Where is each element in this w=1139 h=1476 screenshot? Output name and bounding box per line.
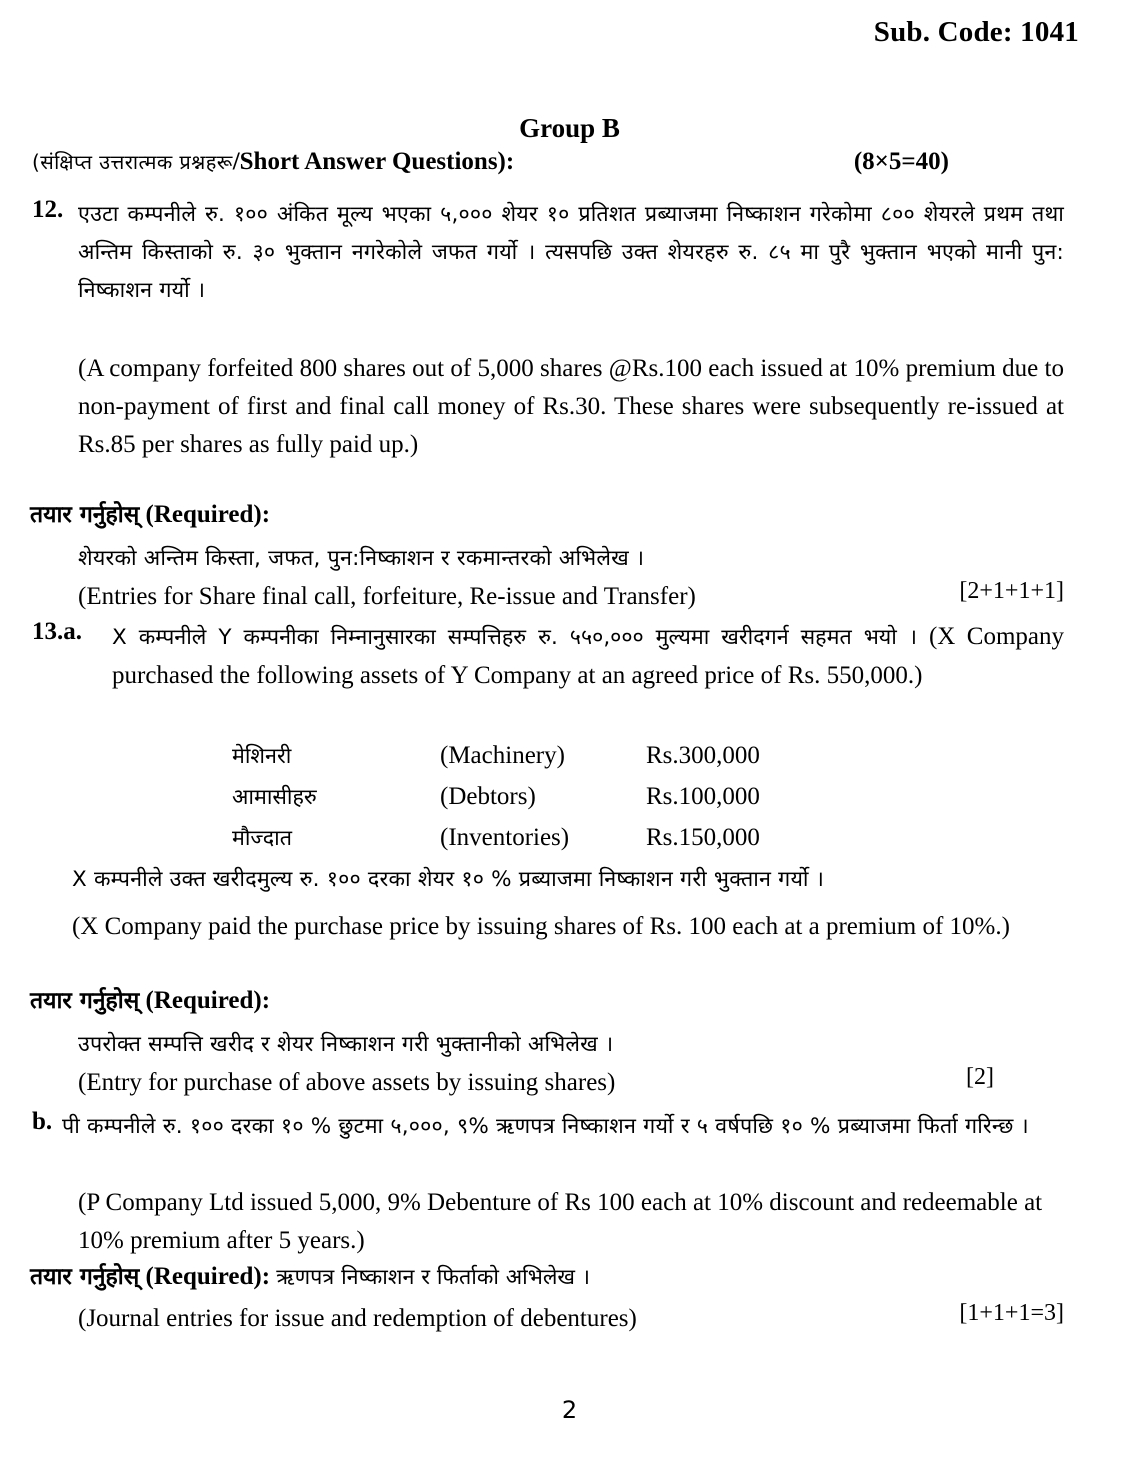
required-label-english: (Required): — [145, 501, 271, 528]
question-13a-english-part2: (X Company paid the purchase price by issuing shares of Rs. 100 each at a premium of 10%.) — [72, 913, 1010, 940]
asset-name-nepali-1: आमासीहरु — [232, 785, 317, 810]
asset-amount-1: Rs.100,000 — [646, 783, 760, 810]
question-13b-required-tail-nepali: ऋणपत्र निष्काशन र फिर्ताको अभिलेख । — [276, 1265, 590, 1290]
question-13a-marks: [2] — [966, 1064, 994, 1090]
asset-amount-2: Rs.150,000 — [646, 824, 760, 851]
table-row — [232, 777, 760, 818]
question-12-required-heading — [30, 496, 1064, 534]
question-13b-marks: [1+1+1=3] — [959, 1300, 1064, 1326]
question-number-12: 12. — [32, 196, 64, 223]
question-13b-answer-english: (Journal entries for issue and redemption of debentures) — [78, 1305, 637, 1332]
question-13a-required-heading — [30, 982, 1064, 1020]
asset-name-english-1: (Debtors) — [440, 783, 536, 810]
question-13a-english-part1: (X Company purchased the following assets of Y Company at an agreed price of Rs. 550,000.) — [112, 623, 1064, 689]
section-heading-english: /Short Answer Questions): — [232, 148, 515, 175]
asset-name-english-0: (Machinery) — [440, 742, 565, 769]
question-number-13a: 13.a. — [32, 618, 82, 645]
required-label-nepali: तयार गर्नुहोस् — [30, 1264, 140, 1290]
subject-code: Sub. Code: 1041 — [873, 16, 1079, 48]
question-13b-answer-english-row — [78, 1300, 1064, 1338]
table-row — [232, 818, 760, 859]
question-12-answer-english: (Entries for Share final call, forfeiture, Re-issue and Transfer) — [78, 583, 696, 610]
required-label-english: (Required): — [145, 987, 271, 1014]
question-12-answer-english-row — [78, 578, 1064, 616]
question-13a-nepali-part3: X कम्पनीले उक्त खरीदमुल्य रु. १०० दरका शेयर १० % प्रब्याजमा निष्काशन गरी भुक्तान गर्यो । — [72, 867, 825, 892]
required-label-nepali: तयार गर्नुहोस् — [30, 988, 140, 1014]
question-number-13b: b. — [32, 1108, 53, 1135]
required-label-nepali: तयार गर्नुहोस् — [30, 502, 140, 528]
asset-amount-0: Rs.300,000 — [646, 742, 760, 769]
question-13a-intro — [112, 618, 1064, 695]
question-12-marks: [2+1+1+1] — [959, 578, 1064, 604]
asset-name-nepali-0: मेशिनरी — [232, 744, 292, 769]
asset-name-english-2: (Inventories) — [440, 824, 570, 851]
question-12-nepali-text: एउटा कम्पनीले रु. १०० अंकित मूल्य भएका ५,००० शेयर १० प्रतिशत प्रब्याजमा निष्काशन गरेकोमा ८०० शेयरले प्रथम तथा अन्तिम किस्ताको रु. ३० भुक्तान नगरेकोले जफत गर्यो । त्यसपछि उक्त शेयरहरु रु. ८५ मा पुरै भुक्तान भएको मानी पुन: निष्काशन गर्यो । — [78, 202, 1064, 303]
page-number: 2 — [561, 1396, 578, 1424]
required-label-english: (Required): — [145, 1263, 271, 1290]
section-marks: (8×5=40) — [853, 148, 949, 175]
question-13b-english-text: (P Company Ltd issued 5,000, 9% Debenture of Rs 100 each at 10% discount and redeemable at 10% premium after 5 years.) — [78, 1189, 1043, 1254]
section-heading-nepali: (संक्षिप्त उत्तरात्मक प्रश्नहरू — [32, 150, 233, 174]
table-row — [232, 736, 760, 777]
question-13a-answer-english-row — [78, 1064, 1064, 1102]
question-13b-required-heading — [30, 1258, 1064, 1297]
question-12-answer-nepali: शेयरको अन्तिम किस्ता, जफत, पुन:निष्काशन र रकमान्तरको अभिलेख । — [78, 546, 645, 571]
section-heading — [32, 148, 1064, 176]
question-13b-nepali-text: पी कम्पनीले रु. १०० दरका १० % छुटमा ५,०००, ९% ऋणपत्र निष्काशन गर्यो र ५ वर्षपछि १० % प्रब्याजमा फिर्ता गरिन्छ । — [62, 1114, 1029, 1139]
assets-list-table — [232, 736, 760, 859]
question-13a-answer-nepali: उपरोक्त सम्पत्ति खरीद र शेयर निष्काशन गरी भुक्तानीको अभिलेख । — [78, 1032, 614, 1057]
question-13a-answer-english: (Entry for purchase of above assets by issuing shares) — [78, 1069, 616, 1096]
asset-name-nepali-2: मौज्दात — [232, 826, 292, 851]
question-13a-nepali-part1: X कम्पनीले — [112, 625, 219, 650]
question-12-english-text: (A company forfeited 800 shares out of 5,000 shares @Rs.100 each issued at 10% premium due to non-payment of first and final call money of Rs.30. These shares were subsequently re-issued at Rs.85 per shares as fully paid up.) — [78, 355, 1064, 458]
group-title: Group B — [519, 113, 620, 143]
question-13a-nepali-part2: Y कम्पनीका निम्नानुसारका सम्पत्तिहरु रु. ५५०,००० मुल्यमा खरीदगर्न सहमत भयो । — [218, 625, 929, 650]
